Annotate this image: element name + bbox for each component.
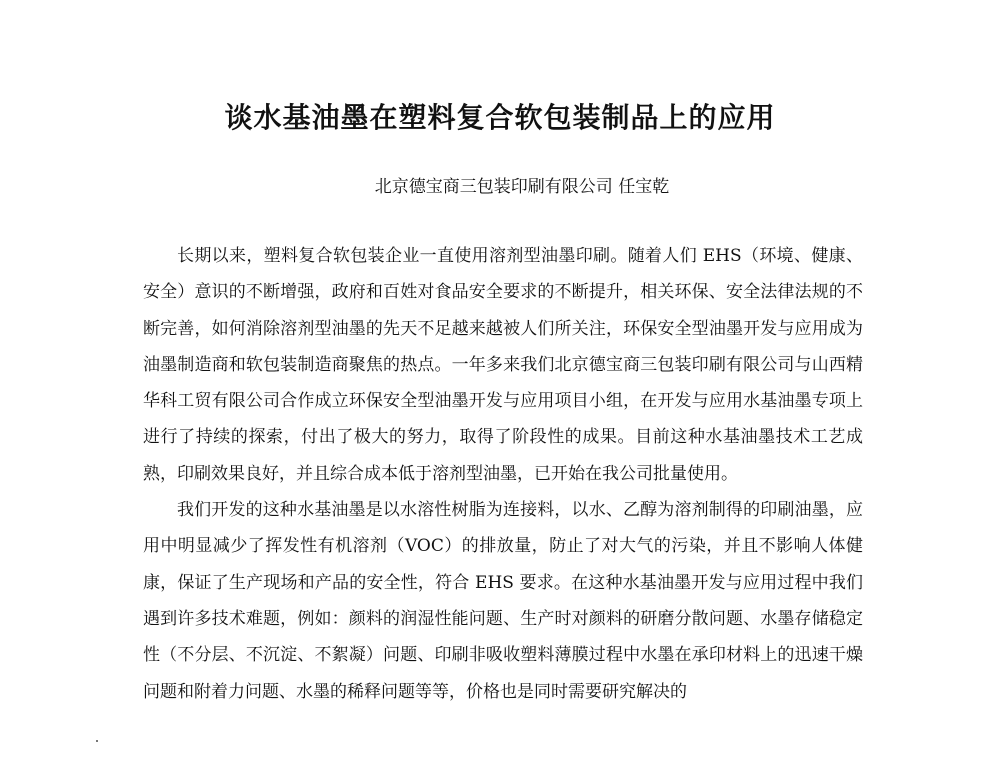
paragraph-1: 长期以来，塑料复合软包装企业一直使用溶剂型油墨印刷。随着人们 EHS（环境、健康、安全）意识的不断增强，政府和百姓对食品安全要求的不断提升，相关环保、安全法律法规的不断完善，如何消除溶剂型油墨的先天不足越来越被人们所关注，环保安全型油墨开发与应用成为油墨制造商和软包装制造商聚焦的热点。一年多来我们北京德宝商三包装印刷有限公司与山西精华科工贸有限公司合作成立环保安全型油墨开发与应用项目小组，在开发与应用水基油墨专项上进行了持续的探索，付出了极大的努力，取得了阶段性的成果。目前这种水基油墨技术工艺成熟，印刷效果良好，并且综合成本低于溶剂型油墨，已开始在我公司批量使用。 <box>143 246 863 484</box>
paragraph-2: 我们开发的这种水基油墨是以水溶性树脂为连接料，以水、乙醇为溶剂制得的印刷油墨，应用中明显减少了挥发性有机溶剂（VOC）的排放量，防止了对大气的污染，并且不影响人体健康，保证了生产现场和产品的安全性，符合 EHS 要求。在这种水基油墨开发与应用过程中我们遇到许多技术难题，例如：颜料的润湿性能问题、生产时对颜料的研磨分散问题、水墨存储稳定性（不分层、不沉淀、不絮凝）问题、印刷非吸收塑料薄膜过程中水墨在承印材料上的迅速干燥问题和附着力问题、水墨的稀释问题等等，价格也是同时需要研究解决的 <box>143 500 863 702</box>
scan-speck <box>96 740 98 742</box>
document-body <box>143 238 863 710</box>
author-byline: 北京德宝商三包装印刷有限公司 任宝乾 <box>374 177 670 197</box>
document-title: 谈水基油墨在塑料复合软包装制品上的应用 <box>224 101 776 134</box>
